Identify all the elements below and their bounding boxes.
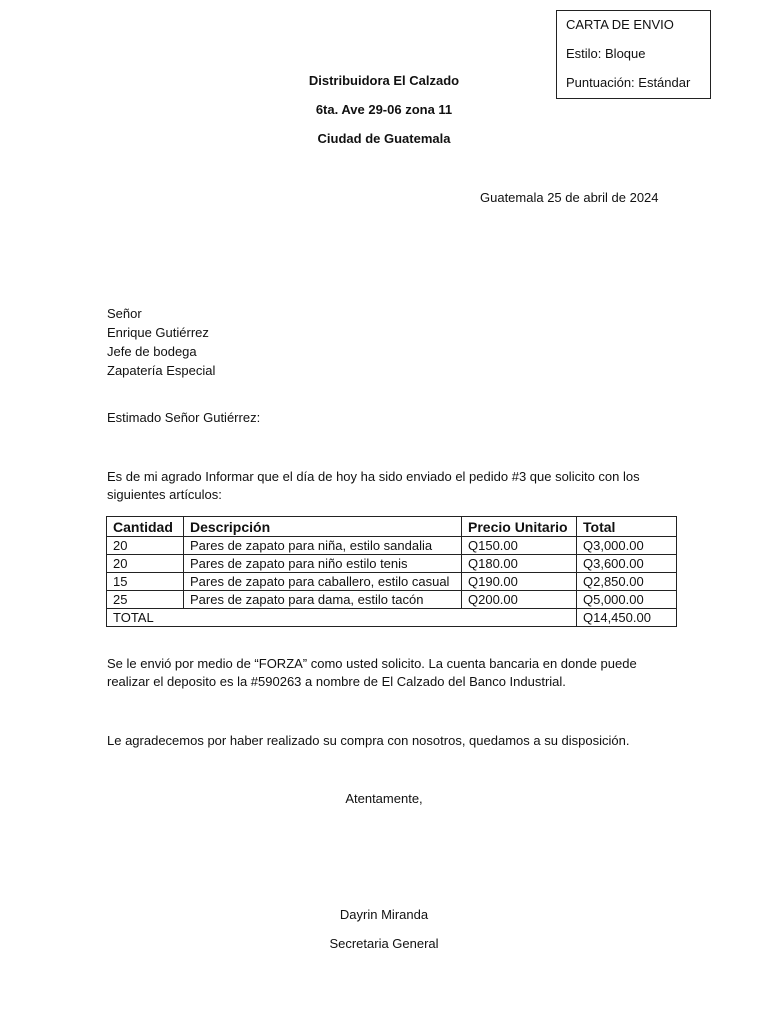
- header-descripcion: Descripción: [184, 517, 462, 537]
- cell-total: Q2,850.00: [577, 573, 677, 591]
- cell-description: Pares de zapato para niño estilo tenis: [184, 555, 462, 573]
- signature-name: Dayrin Miranda: [339, 907, 429, 922]
- total-label: TOTAL: [107, 609, 577, 627]
- cell-total: Q5,000.00: [577, 591, 677, 609]
- punctuation-label: Puntuación: Estándar: [566, 75, 691, 90]
- company-address: 6ta. Ave 29-06 zona 11: [315, 102, 453, 117]
- recipient-name: Enrique Gutiérrez: [107, 325, 209, 340]
- cell-description: Pares de zapato para niña, estilo sandalia: [184, 537, 462, 555]
- letter-type-box: [556, 10, 711, 99]
- cell-quantity: 20: [107, 537, 184, 555]
- cell-unit-price: Q150.00: [462, 537, 577, 555]
- cell-unit-price: Q190.00: [462, 573, 577, 591]
- cell-total: Q3,600.00: [577, 555, 677, 573]
- total-value: Q14,450.00: [577, 609, 677, 627]
- company-city: Ciudad de Guatemala: [317, 131, 451, 146]
- cell-description: Pares de zapato para dama, estilo tacón: [184, 591, 462, 609]
- cell-quantity: 20: [107, 555, 184, 573]
- recipient-position: Jefe de bodega: [107, 344, 197, 359]
- cell-description: Pares de zapato para caballero, estilo casual: [184, 573, 462, 591]
- cell-total: Q3,000.00: [577, 537, 677, 555]
- thanks-paragraph: Le agradecemos por haber realizado su compra con nosotros, quedamos a su disposición.: [107, 733, 630, 748]
- letter-date: Guatemala 25 de abril de 2024: [480, 190, 659, 205]
- header-total: Total: [577, 517, 677, 537]
- shipping-paragraph: Se le envió por medio de “FORZA” como usted solicito. La cuenta bancaria en donde puede realizar el deposito es la #590263 a nombre de El Calzado del Banco Industrial.: [107, 656, 637, 689]
- letter-type-label: CARTA DE ENVIO: [566, 17, 674, 32]
- table-row: [107, 555, 677, 573]
- recipient-company: Zapatería Especial: [107, 363, 216, 378]
- cell-unit-price: Q200.00: [462, 591, 577, 609]
- company-name: Distribuidora El Calzado: [308, 73, 460, 88]
- table-row: [107, 573, 677, 591]
- cell-quantity: 15: [107, 573, 184, 591]
- cell-quantity: 25: [107, 591, 184, 609]
- table-header-row: [107, 517, 677, 537]
- recipient-title: Señor: [107, 306, 142, 321]
- style-label: Estilo: Bloque: [566, 46, 646, 61]
- header-cantidad: Cantidad: [107, 517, 184, 537]
- cell-unit-price: Q180.00: [462, 555, 577, 573]
- table-row: [107, 537, 677, 555]
- items-table: [106, 516, 677, 627]
- table-row: [107, 591, 677, 609]
- signature-title: Secretaria General: [329, 936, 439, 951]
- salutation: Estimado Señor Gutiérrez:: [107, 410, 261, 425]
- closing: Atentamente,: [345, 791, 423, 806]
- table-total-row: [107, 609, 677, 627]
- header-precio-unitario: Precio Unitario: [462, 517, 577, 537]
- intro-paragraph: Es de mi agrado Informar que el día de hoy ha sido enviado el pedido #3 que solicito con los siguientes artículos:: [107, 469, 640, 502]
